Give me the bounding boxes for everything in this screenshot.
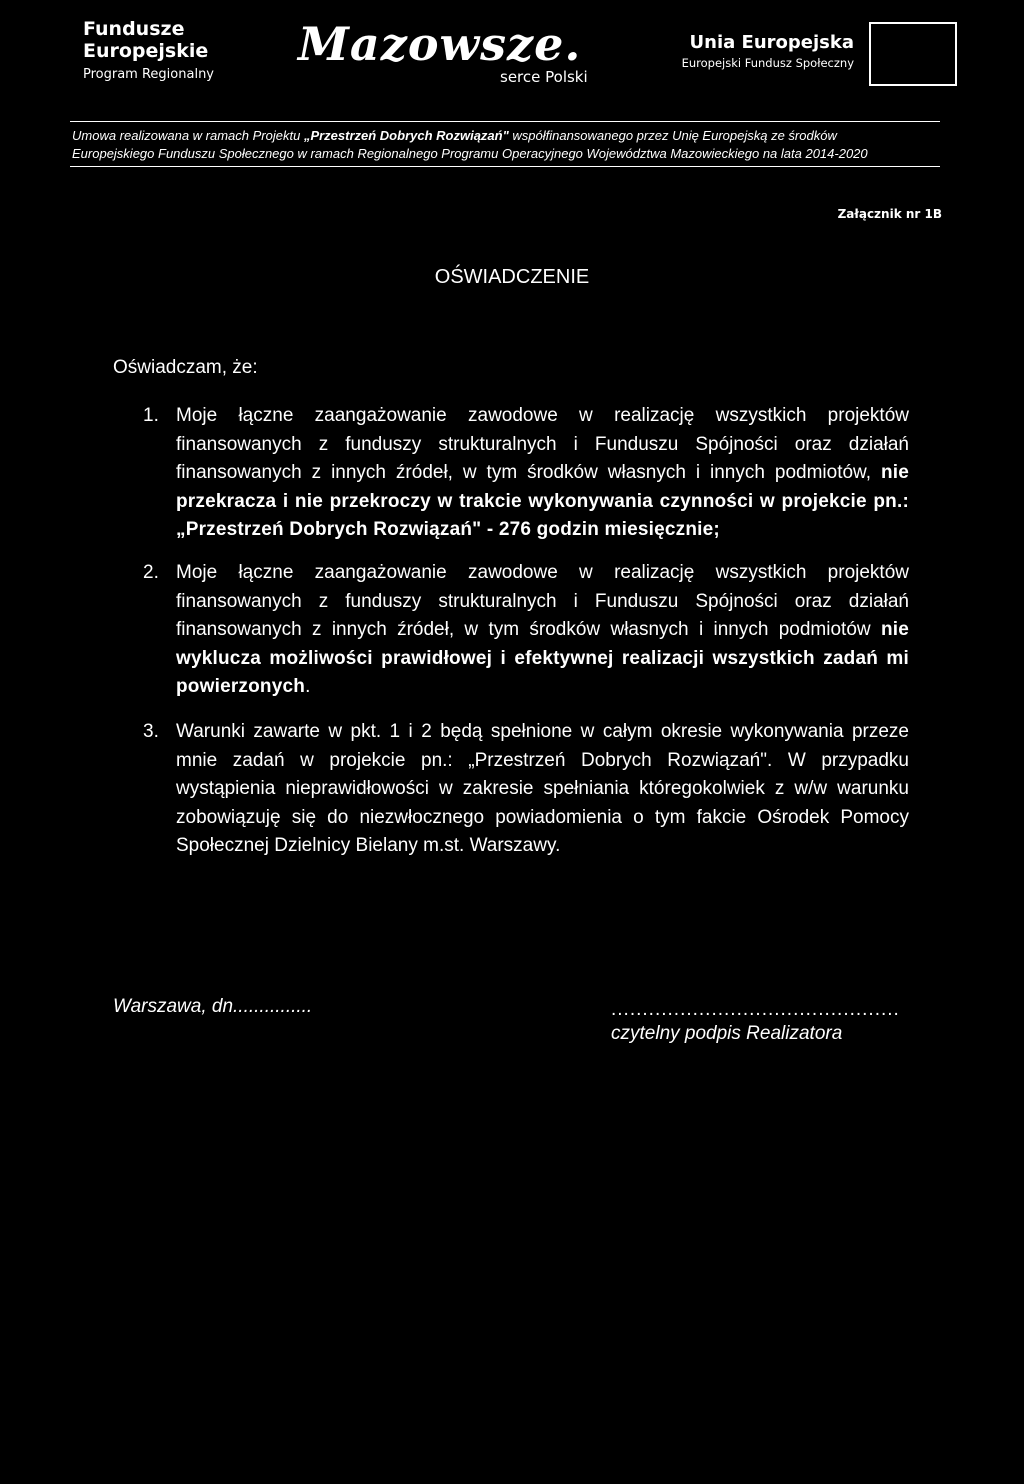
statement-number: 1. <box>143 405 159 426</box>
funding-clause-line2: Europejskiego Funduszu Społecznego w ramach Regionalnego Programu Operacyjnego Województwa Mazowieckiego na lata 2014-2020 <box>72 146 868 161</box>
funding-clause-pre: Umowa realizowana w ramach Projektu <box>72 128 304 143</box>
fe-logo-line2: Europejskie <box>83 40 209 62</box>
unia-europejska-logo <box>664 34 854 70</box>
statement-list <box>143 402 909 861</box>
funding-clause-project: „Przestrzeń Dobrych Rozwiązań" <box>303 128 509 143</box>
mazowsze-logo <box>298 16 618 96</box>
fundusze-europejskie-logo <box>83 20 214 81</box>
statement-item <box>143 718 909 861</box>
statement-tail: . <box>305 676 311 698</box>
document-title: OŚWIADCZENIE <box>434 266 590 288</box>
funding-clause-line1 <box>72 127 942 145</box>
eu-flag-icon <box>869 22 957 86</box>
statement-number: 2. <box>143 561 159 583</box>
ue-logo-line2: Europejski Fundusz Społeczny <box>681 56 854 70</box>
lead-text: Oświadczam, że: <box>113 357 258 378</box>
statement-text: Moje łączne zaangażowanie zawodowe w realizację wszystkich projektów finansowanych z funduszy strukturalnych i Funduszu Spójności oraz działań finansowanych z innych źródeł, w tym środków własnych i innych podmiotów <box>176 561 909 641</box>
statement-bold: nie wyklucza możliwości prawidłowej i efektywnej realizacji wszystkich zadań mi powierzonych <box>176 619 909 698</box>
fe-logo-line1: Fundusze <box>83 18 185 40</box>
signature-line: .............................................. <box>611 999 900 1020</box>
attachment-label: Załącznik nr 1B <box>837 207 942 221</box>
funding-clause-post: współfinansowanego przez Unię Europejską ze środków <box>508 128 837 143</box>
fe-logo-line3: Program Regionalny <box>83 67 214 82</box>
signature-caption: czytelny podpis Realizatora <box>611 1023 843 1044</box>
funding-clause <box>72 127 942 163</box>
statement-item <box>143 402 909 545</box>
place-date-field: Warszawa, dn............... <box>113 996 313 1017</box>
statement-number: 3. <box>143 720 159 742</box>
statement-item <box>143 559 909 702</box>
mazowsze-logo-sub: serce Polski <box>500 68 588 86</box>
ue-logo-line1: Unia Europejska <box>689 32 854 53</box>
header-rule-top <box>70 121 940 122</box>
mazowsze-logo-word: Mazowsze. <box>298 17 582 71</box>
header-rule-bottom <box>70 166 940 167</box>
statement-text: Warunki zawarte w pkt. 1 i 2 będą spełnione w całym okresie wykonywania przeze mnie zadań w projekcie pn.: „Przestrzeń Dobrych Rozwiązań". W przypadku wystąpienia nieprawidłowości w zakresie spełniania któregokolwiek z w/w warunku zobowiązuję się do niezwłocznego powiadomienia o tym fakcie Ośrodek Pomocy Społecznej Dzielnicy Bielany m.st. Warszawy. <box>176 720 909 857</box>
statement-text: Moje łączne zaangażowanie zawodowe w realizację wszystkich projektów finansowanych z funduszy strukturalnych i Funduszu Spójności oraz działań finansowanych z innych źródeł, w tym środków własnych i innych podmiotów, <box>176 405 909 484</box>
statement-bold: nie przekracza i nie przekroczy w trakcie wykonywania czynności w projekcie pn.: „Przestrzeń Dobrych Rozwiązań" - 276 godzin miesięcznie; <box>176 462 909 541</box>
